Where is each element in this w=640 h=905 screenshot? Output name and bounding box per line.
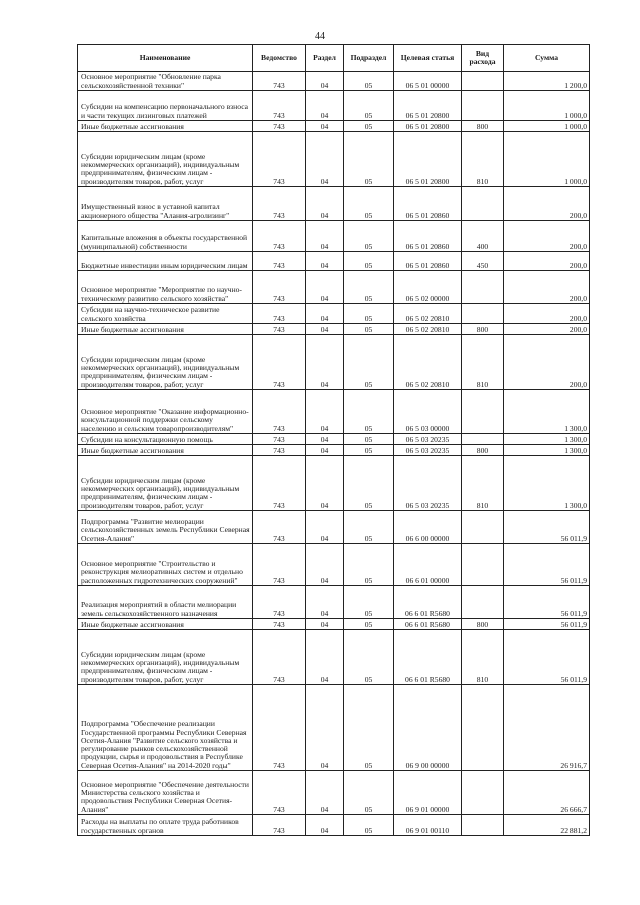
table-row bbox=[78, 72, 590, 91]
row-type bbox=[462, 586, 504, 619]
table-row bbox=[78, 456, 590, 511]
row-subsection: 05 bbox=[344, 456, 394, 511]
row-section: 04 bbox=[306, 132, 344, 187]
row-target: 06 5 01 20800 bbox=[394, 91, 462, 121]
row-target: 06 6 01 R5680 bbox=[394, 619, 462, 630]
row-name: Основное мероприятие "Строительство и реконструкция мелиоративных систем и отдельно расположенных гидротехнических сооружений" bbox=[78, 544, 253, 586]
row-name: Иные бюджетные ассигнования bbox=[78, 121, 253, 132]
row-name: Имущественный взнос в уставной капитал акционерного общества "Алания-агролизинг" bbox=[78, 187, 253, 221]
row-dept: 743 bbox=[253, 434, 306, 445]
row-section: 04 bbox=[306, 221, 344, 252]
table-row bbox=[78, 91, 590, 121]
row-dept: 743 bbox=[253, 456, 306, 511]
row-target: 06 5 01 20860 bbox=[394, 221, 462, 252]
table-row bbox=[78, 121, 590, 132]
row-target: 06 5 03 20235 bbox=[394, 445, 462, 456]
row-type: 800 bbox=[462, 445, 504, 456]
row-target: 06 5 02 00000 bbox=[394, 271, 462, 304]
row-sum: 200,0 bbox=[504, 335, 590, 390]
row-dept: 743 bbox=[253, 72, 306, 91]
row-subsection: 05 bbox=[344, 685, 394, 771]
row-subsection: 05 bbox=[344, 544, 394, 586]
row-target: 06 5 01 20800 bbox=[394, 121, 462, 132]
table-row bbox=[78, 390, 590, 434]
row-name: Субсидии на компенсацию первоначального взноса и части текущих лизинговых платежей bbox=[78, 91, 253, 121]
row-target: 06 5 01 20860 bbox=[394, 187, 462, 221]
row-subsection: 05 bbox=[344, 72, 394, 91]
row-sum: 1 300,0 bbox=[504, 390, 590, 434]
row-section: 04 bbox=[306, 324, 344, 335]
row-target: 06 5 02 20810 bbox=[394, 304, 462, 324]
column-header-section: Раздел bbox=[306, 45, 344, 72]
row-type: 800 bbox=[462, 619, 504, 630]
table-header-row bbox=[78, 45, 590, 72]
row-section: 04 bbox=[306, 685, 344, 771]
row-sum: 1 000,0 bbox=[504, 91, 590, 121]
row-type bbox=[462, 187, 504, 221]
row-sum: 26 666,7 bbox=[504, 771, 590, 815]
column-header-target: Целевая статья bbox=[394, 45, 462, 72]
row-type bbox=[462, 271, 504, 304]
table-row bbox=[78, 685, 590, 771]
row-type: 810 bbox=[462, 335, 504, 390]
row-type: 810 bbox=[462, 456, 504, 511]
row-section: 04 bbox=[306, 619, 344, 630]
row-dept: 743 bbox=[253, 815, 306, 836]
row-subsection: 05 bbox=[344, 221, 394, 252]
table-row bbox=[78, 434, 590, 445]
row-sum: 200,0 bbox=[504, 187, 590, 221]
row-name: Субсидии юридическим лицам (кроме некоммерческих организаций), индивидуальным предпринимателям, физическим лицам - производителям товаров, работ, услуг bbox=[78, 335, 253, 390]
row-dept: 743 bbox=[253, 586, 306, 619]
row-subsection: 05 bbox=[344, 771, 394, 815]
table-row bbox=[78, 132, 590, 187]
row-subsection: 05 bbox=[344, 445, 394, 456]
row-sum: 1 000,0 bbox=[504, 121, 590, 132]
column-header-sum: Сумма bbox=[504, 45, 590, 72]
row-type: 810 bbox=[462, 132, 504, 187]
page-number: 44 bbox=[315, 31, 325, 42]
row-target: 06 6 00 00000 bbox=[394, 511, 462, 544]
row-target: 06 5 01 20860 bbox=[394, 252, 462, 271]
row-section: 04 bbox=[306, 72, 344, 91]
column-header-name: Наименование bbox=[78, 45, 253, 72]
row-target: 06 5 03 20235 bbox=[394, 456, 462, 511]
row-name: Основное мероприятие "Обеспечение деятельности Министерства сельского хозяйства и продовольствия Республики Северная Осетия-Алания" bbox=[78, 771, 253, 815]
table-row bbox=[78, 187, 590, 221]
row-section: 04 bbox=[306, 771, 344, 815]
row-type: 450 bbox=[462, 252, 504, 271]
row-subsection: 05 bbox=[344, 586, 394, 619]
row-type bbox=[462, 771, 504, 815]
row-dept: 743 bbox=[253, 335, 306, 390]
row-name: Субсидии на научно-техническое развитие сельского хозяйства bbox=[78, 304, 253, 324]
row-name: Субсидии на консультационную помощь bbox=[78, 434, 253, 445]
row-name: Основное мероприятие "Обновление парка сельскохозяйственной техники" bbox=[78, 72, 253, 91]
row-type bbox=[462, 72, 504, 91]
row-dept: 743 bbox=[253, 121, 306, 132]
row-dept: 743 bbox=[253, 619, 306, 630]
row-dept: 743 bbox=[253, 304, 306, 324]
row-type bbox=[462, 434, 504, 445]
row-subsection: 05 bbox=[344, 390, 394, 434]
row-subsection: 05 bbox=[344, 132, 394, 187]
table-row bbox=[78, 630, 590, 685]
row-subsection: 05 bbox=[344, 304, 394, 324]
row-name: Расходы на выплаты по оплате труда работников государственных органов bbox=[78, 815, 253, 836]
row-sum: 200,0 bbox=[504, 304, 590, 324]
row-type: 400 bbox=[462, 221, 504, 252]
row-name: Субсидии юридическим лицам (кроме некоммерческих организаций), индивидуальным предпринимателям, физическим лицам - производителям товаров, работ, услуг bbox=[78, 132, 253, 187]
row-section: 04 bbox=[306, 304, 344, 324]
row-type bbox=[462, 685, 504, 771]
row-dept: 743 bbox=[253, 132, 306, 187]
table-row bbox=[78, 586, 590, 619]
row-name: Иные бюджетные ассигнования bbox=[78, 324, 253, 335]
table-row bbox=[78, 221, 590, 252]
row-sum: 22 881,2 bbox=[504, 815, 590, 836]
row-type bbox=[462, 304, 504, 324]
row-name: Бюджетные инвестиции иным юридическим лицам bbox=[78, 252, 253, 271]
row-target: 06 9 01 00000 bbox=[394, 771, 462, 815]
row-type bbox=[462, 544, 504, 586]
row-section: 04 bbox=[306, 544, 344, 586]
row-name: Субсидии юридическим лицам (кроме некоммерческих организаций), индивидуальным предпринимателям, физическим лицам - производителям товаров, работ, услуг bbox=[78, 630, 253, 685]
table-row bbox=[78, 544, 590, 586]
row-subsection: 05 bbox=[344, 511, 394, 544]
row-target: 06 5 02 20810 bbox=[394, 335, 462, 390]
row-subsection: 05 bbox=[344, 271, 394, 304]
row-type bbox=[462, 815, 504, 836]
table-row bbox=[78, 271, 590, 304]
table-row bbox=[78, 771, 590, 815]
row-section: 04 bbox=[306, 252, 344, 271]
row-sum: 200,0 bbox=[504, 271, 590, 304]
row-target: 06 6 01 R5680 bbox=[394, 586, 462, 619]
table-row bbox=[78, 445, 590, 456]
row-sum: 56 011,9 bbox=[504, 630, 590, 685]
row-name: Подпрограмма "Развитие мелиорации сельскохозяйственных земель Республики Северная Осетия-Алания" bbox=[78, 511, 253, 544]
row-subsection: 05 bbox=[344, 324, 394, 335]
row-sum: 200,0 bbox=[504, 324, 590, 335]
row-target: 06 9 01 00110 bbox=[394, 815, 462, 836]
row-dept: 743 bbox=[253, 630, 306, 685]
row-type bbox=[462, 91, 504, 121]
row-sum: 200,0 bbox=[504, 252, 590, 271]
row-name: Капитальные вложения в объекты государственной (муниципальной) собственности bbox=[78, 221, 253, 252]
row-sum: 56 011,9 bbox=[504, 511, 590, 544]
row-target: 06 5 01 00000 bbox=[394, 72, 462, 91]
row-dept: 743 bbox=[253, 445, 306, 456]
column-header-type: Вид расхода bbox=[462, 45, 504, 72]
row-type bbox=[462, 390, 504, 434]
table-row bbox=[78, 335, 590, 390]
row-section: 04 bbox=[306, 511, 344, 544]
row-name: Субсидии юридическим лицам (кроме некоммерческих организаций), индивидуальным предпринимателям, физическим лицам - производителям товаров, работ, услуг bbox=[78, 456, 253, 511]
row-type: 810 bbox=[462, 630, 504, 685]
row-sum: 200,0 bbox=[504, 221, 590, 252]
row-subsection: 05 bbox=[344, 121, 394, 132]
row-name: Иные бюджетные ассигнования bbox=[78, 619, 253, 630]
row-dept: 743 bbox=[253, 221, 306, 252]
row-section: 04 bbox=[306, 335, 344, 390]
row-type: 800 bbox=[462, 324, 504, 335]
row-subsection: 05 bbox=[344, 187, 394, 221]
row-section: 04 bbox=[306, 815, 344, 836]
row-dept: 743 bbox=[253, 544, 306, 586]
row-sum: 1 300,0 bbox=[504, 434, 590, 445]
row-target: 06 6 01 00000 bbox=[394, 544, 462, 586]
row-sum: 56 011,9 bbox=[504, 619, 590, 630]
row-target: 06 6 01 R5680 bbox=[394, 630, 462, 685]
row-sum: 1 300,0 bbox=[504, 456, 590, 511]
table-row bbox=[78, 511, 590, 544]
row-target: 06 5 03 00000 bbox=[394, 390, 462, 434]
row-sum: 1 200,0 bbox=[504, 72, 590, 91]
table-row bbox=[78, 252, 590, 271]
row-subsection: 05 bbox=[344, 630, 394, 685]
row-section: 04 bbox=[306, 390, 344, 434]
row-section: 04 bbox=[306, 630, 344, 685]
row-dept: 743 bbox=[253, 771, 306, 815]
row-name: Основное мероприятие "Мероприятие по научно-техническому развитию сельского хозяйства" bbox=[78, 271, 253, 304]
row-sum: 56 011,9 bbox=[504, 586, 590, 619]
row-type bbox=[462, 511, 504, 544]
row-section: 04 bbox=[306, 91, 344, 121]
row-dept: 743 bbox=[253, 252, 306, 271]
row-subsection: 05 bbox=[344, 434, 394, 445]
row-subsection: 05 bbox=[344, 619, 394, 630]
row-sum: 26 916,7 bbox=[504, 685, 590, 771]
row-dept: 743 bbox=[253, 511, 306, 544]
row-sum: 56 011,9 bbox=[504, 544, 590, 586]
row-target: 06 5 02 20810 bbox=[394, 324, 462, 335]
column-header-subsection: Подраздел bbox=[344, 45, 394, 72]
row-sum: 1 300,0 bbox=[504, 445, 590, 456]
row-section: 04 bbox=[306, 121, 344, 132]
budget-table bbox=[77, 44, 590, 836]
row-target: 06 5 01 20800 bbox=[394, 132, 462, 187]
row-section: 04 bbox=[306, 271, 344, 304]
table-row bbox=[78, 619, 590, 630]
row-dept: 743 bbox=[253, 91, 306, 121]
row-subsection: 05 bbox=[344, 335, 394, 390]
row-dept: 743 bbox=[253, 187, 306, 221]
row-sum: 1 000,0 bbox=[504, 132, 590, 187]
row-name: Подпрограмма "Обеспечение реализации Государственной программы Республики Северная Осетия-Алания "Развитие сельского хозяйства и регулирование рынков сельскохозяйственной продукции, сырья и продовольствия в Республике Северная Осетия-Алания" на 2014-2020 годы" bbox=[78, 685, 253, 771]
table-row bbox=[78, 304, 590, 324]
row-section: 04 bbox=[306, 586, 344, 619]
row-dept: 743 bbox=[253, 390, 306, 434]
table-row bbox=[78, 815, 590, 836]
row-dept: 743 bbox=[253, 271, 306, 304]
row-name: Реализация мероприятий в области мелиорации земель сельскохозяйственного назначения bbox=[78, 586, 253, 619]
row-section: 04 bbox=[306, 456, 344, 511]
row-type: 800 bbox=[462, 121, 504, 132]
row-section: 04 bbox=[306, 445, 344, 456]
row-section: 04 bbox=[306, 434, 344, 445]
row-section: 04 bbox=[306, 187, 344, 221]
row-name: Иные бюджетные ассигнования bbox=[78, 445, 253, 456]
row-name: Основное мероприятие "Оказание информационно-консультационной поддержки сельскому населению и сельским товаропроизводителям" bbox=[78, 390, 253, 434]
row-target: 06 9 00 00000 bbox=[394, 685, 462, 771]
table-row bbox=[78, 324, 590, 335]
row-dept: 743 bbox=[253, 685, 306, 771]
row-subsection: 05 bbox=[344, 252, 394, 271]
row-subsection: 05 bbox=[344, 815, 394, 836]
column-header-dept: Ведомство bbox=[253, 45, 306, 72]
row-target: 06 5 03 20235 bbox=[394, 434, 462, 445]
row-dept: 743 bbox=[253, 324, 306, 335]
row-subsection: 05 bbox=[344, 91, 394, 121]
